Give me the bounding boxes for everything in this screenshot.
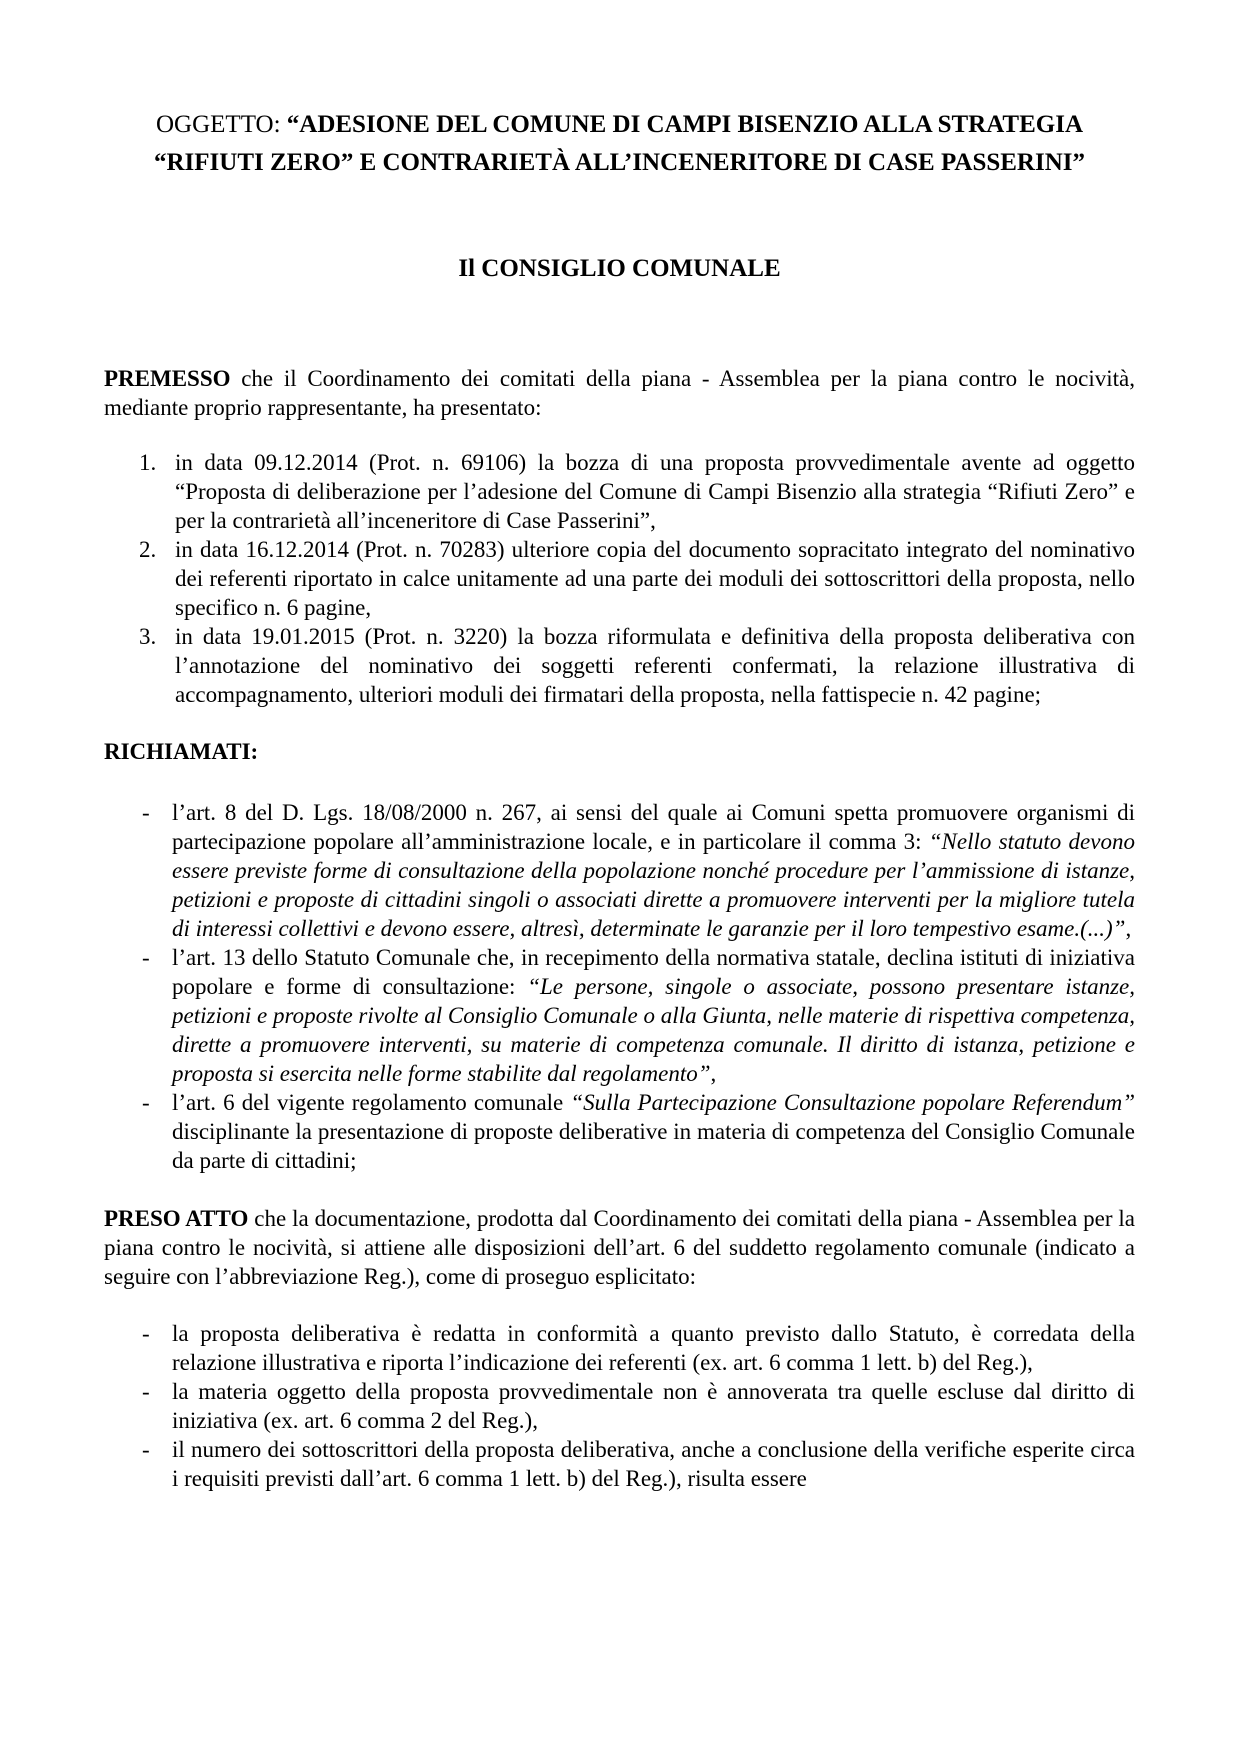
list-item-text: il numero dei sottoscrittori della proposta deliberativa, anche a conclusione della verifiche esperite circa i requisiti previsti dall’art. 6 comma 1 lett. b) del Reg.), risulta essere xyxy=(172,1437,1135,1491)
list-item-text: , xyxy=(1125,916,1132,941)
richiamati-heading: RICHIAMATI: xyxy=(104,739,259,764)
list-item xyxy=(142,943,1136,1088)
list-item-text: , xyxy=(710,1061,717,1086)
quoted-italic-text: “Sulla Partecipazione Consultazione popolare Referendum” xyxy=(570,1090,1136,1115)
list-item-marker: - xyxy=(142,1437,150,1462)
list-item-marker: - xyxy=(142,1321,150,1346)
list-item-text: in data 16.12.2014 (Prot. n. 70283) ulteriore copia del documento sopracitato integrato del nominativo dei referenti riportato in calce unitamente ad una parte dei moduli dei sottoscrittori della proposta, nello specifico n. 6 pagine, xyxy=(175,537,1135,620)
list-item-marker: 3. xyxy=(139,624,157,649)
list-item-marker: - xyxy=(142,800,150,825)
premesso-paragraph xyxy=(104,364,1135,422)
list-item-text: l’art. 6 del vigente regolamento comunale xyxy=(172,1090,571,1115)
list-item-text: in data 19.01.2015 (Prot. n. 3220) la bozza riformulata e definitiva della proposta deliberativa con l’annotazione del nominativo dei soggetti referenti confermati, la relazione illustrativa di accompagnamento, ulteriori moduli dei firmatari della proposta, nella fattispecie n. 42 pagine; xyxy=(175,624,1135,707)
list-item-text: l’art. 13 dello Statuto Comunale che, in recepimento della normativa statale, declina istituti di iniziativa popolare e forme di consultazione: xyxy=(172,945,1135,999)
subject-label: OGGETTO: xyxy=(155,111,287,138)
council-heading: Il CONSIGLIO COMUNALE xyxy=(458,255,781,282)
list-item-text: l’art. 8 del D. Lgs. 18/08/2000 n. 267, ai sensi del quale ai Comuni spetta promuovere organismi di partecipazione popolare all’amministrazione locale, e in particolare il comma 3: xyxy=(172,800,1135,854)
list-item xyxy=(142,798,1135,943)
list-item xyxy=(142,1088,1136,1175)
preso-atto-lead: PRESO ATTO xyxy=(104,1206,249,1231)
preso-atto-paragraph xyxy=(104,1204,1135,1291)
list-item-marker: 2. xyxy=(139,537,157,562)
list-item xyxy=(139,448,1135,535)
quoted-italic-text: “Nello statuto devono essere previste forme di consultazione della popolazione nonché procedure per l’ammissione di istanze, petizioni e proposte di cittadini singoli o associati dirette a promuovere interventi per la migliore tutela di interessi collettivi e devono essere, altresì, determinate le garanzie per il loro tempestivo esame.(...)” xyxy=(172,829,1135,941)
list-item-text: la materia oggetto della proposta provvedimentale non è annoverata tra quelle escluse dal diritto di iniziativa (ex. art. 6 comma 2 del Reg.), xyxy=(172,1379,1135,1433)
richiamati-list xyxy=(104,798,1135,1175)
preso-atto-text: che la documentazione, prodotta dal Coordinamento dei comitati della piana - Assemblea per la piana contro le nocività, si attiene alle disposizioni dell’art. 6 del suddetto regolamento comunale (indicato a seguire con l’abbreviazione Reg.), come di proseguo esplicitato: xyxy=(104,1206,1135,1289)
list-item-text: disciplinante la presentazione di proposte deliberative in materia di competenza del Consiglio Comunale da parte di cittadini; xyxy=(172,1119,1135,1173)
list-item xyxy=(142,1435,1135,1493)
preso-atto-list xyxy=(104,1319,1135,1493)
list-item-marker: - xyxy=(142,945,150,970)
subject-title: “ADESIONE DEL COMUNE DI CAMPI BISENZIO ALLA STRATEGIA “RIFIUTI ZERO” E CONTRARIETÀ ALL’INCENERITORE DI CASE PASSERINI” xyxy=(153,111,1085,176)
list-item-text: la proposta deliberativa è redatta in conformità a quanto previsto dallo Statuto, è corredata della relazione illustrativa e riporta l’indicazione dei referenti (ex. art. 6 comma 1 lett. b) del Reg.), xyxy=(172,1321,1135,1375)
premesso-numbered-list xyxy=(104,448,1135,709)
quoted-italic-text: “Le persone, singole o associate, possono presentare istanze, petizioni e proposte rivolte al Consiglio Comunale o alla Giunta, nelle materie di rispettiva competenza, dirette a promuovere interventi, su materie di competenza comunale. Il diritto di istanza, petizione e proposta si esercita nelle forme stabilite dal regolamento” xyxy=(172,974,1136,1086)
list-item xyxy=(139,622,1135,709)
list-item xyxy=(142,1319,1135,1377)
premesso-lead: PREMESSO xyxy=(104,366,231,391)
subject-line xyxy=(104,106,1135,182)
premesso-text: che il Coordinamento dei comitati della piana - Assemblea per la piana contro le nocività, mediante proprio rappresentante, ha presentato: xyxy=(104,366,1135,420)
list-item-text: in data 09.12.2014 (Prot. n. 69106) la bozza di una proposta provvedimentale avente ad oggetto “Proposta di deliberazione per l’adesione del Comune di Campi Bisenzio alla strategia “Rifiuti Zero” e per la contrarietà all’inceneritore di Case Passerini”, xyxy=(175,450,1135,533)
list-item-marker: - xyxy=(142,1090,150,1115)
list-item-marker: - xyxy=(142,1379,150,1404)
list-item xyxy=(142,1377,1135,1435)
list-item xyxy=(139,535,1135,622)
list-item-marker: 1. xyxy=(139,450,157,475)
